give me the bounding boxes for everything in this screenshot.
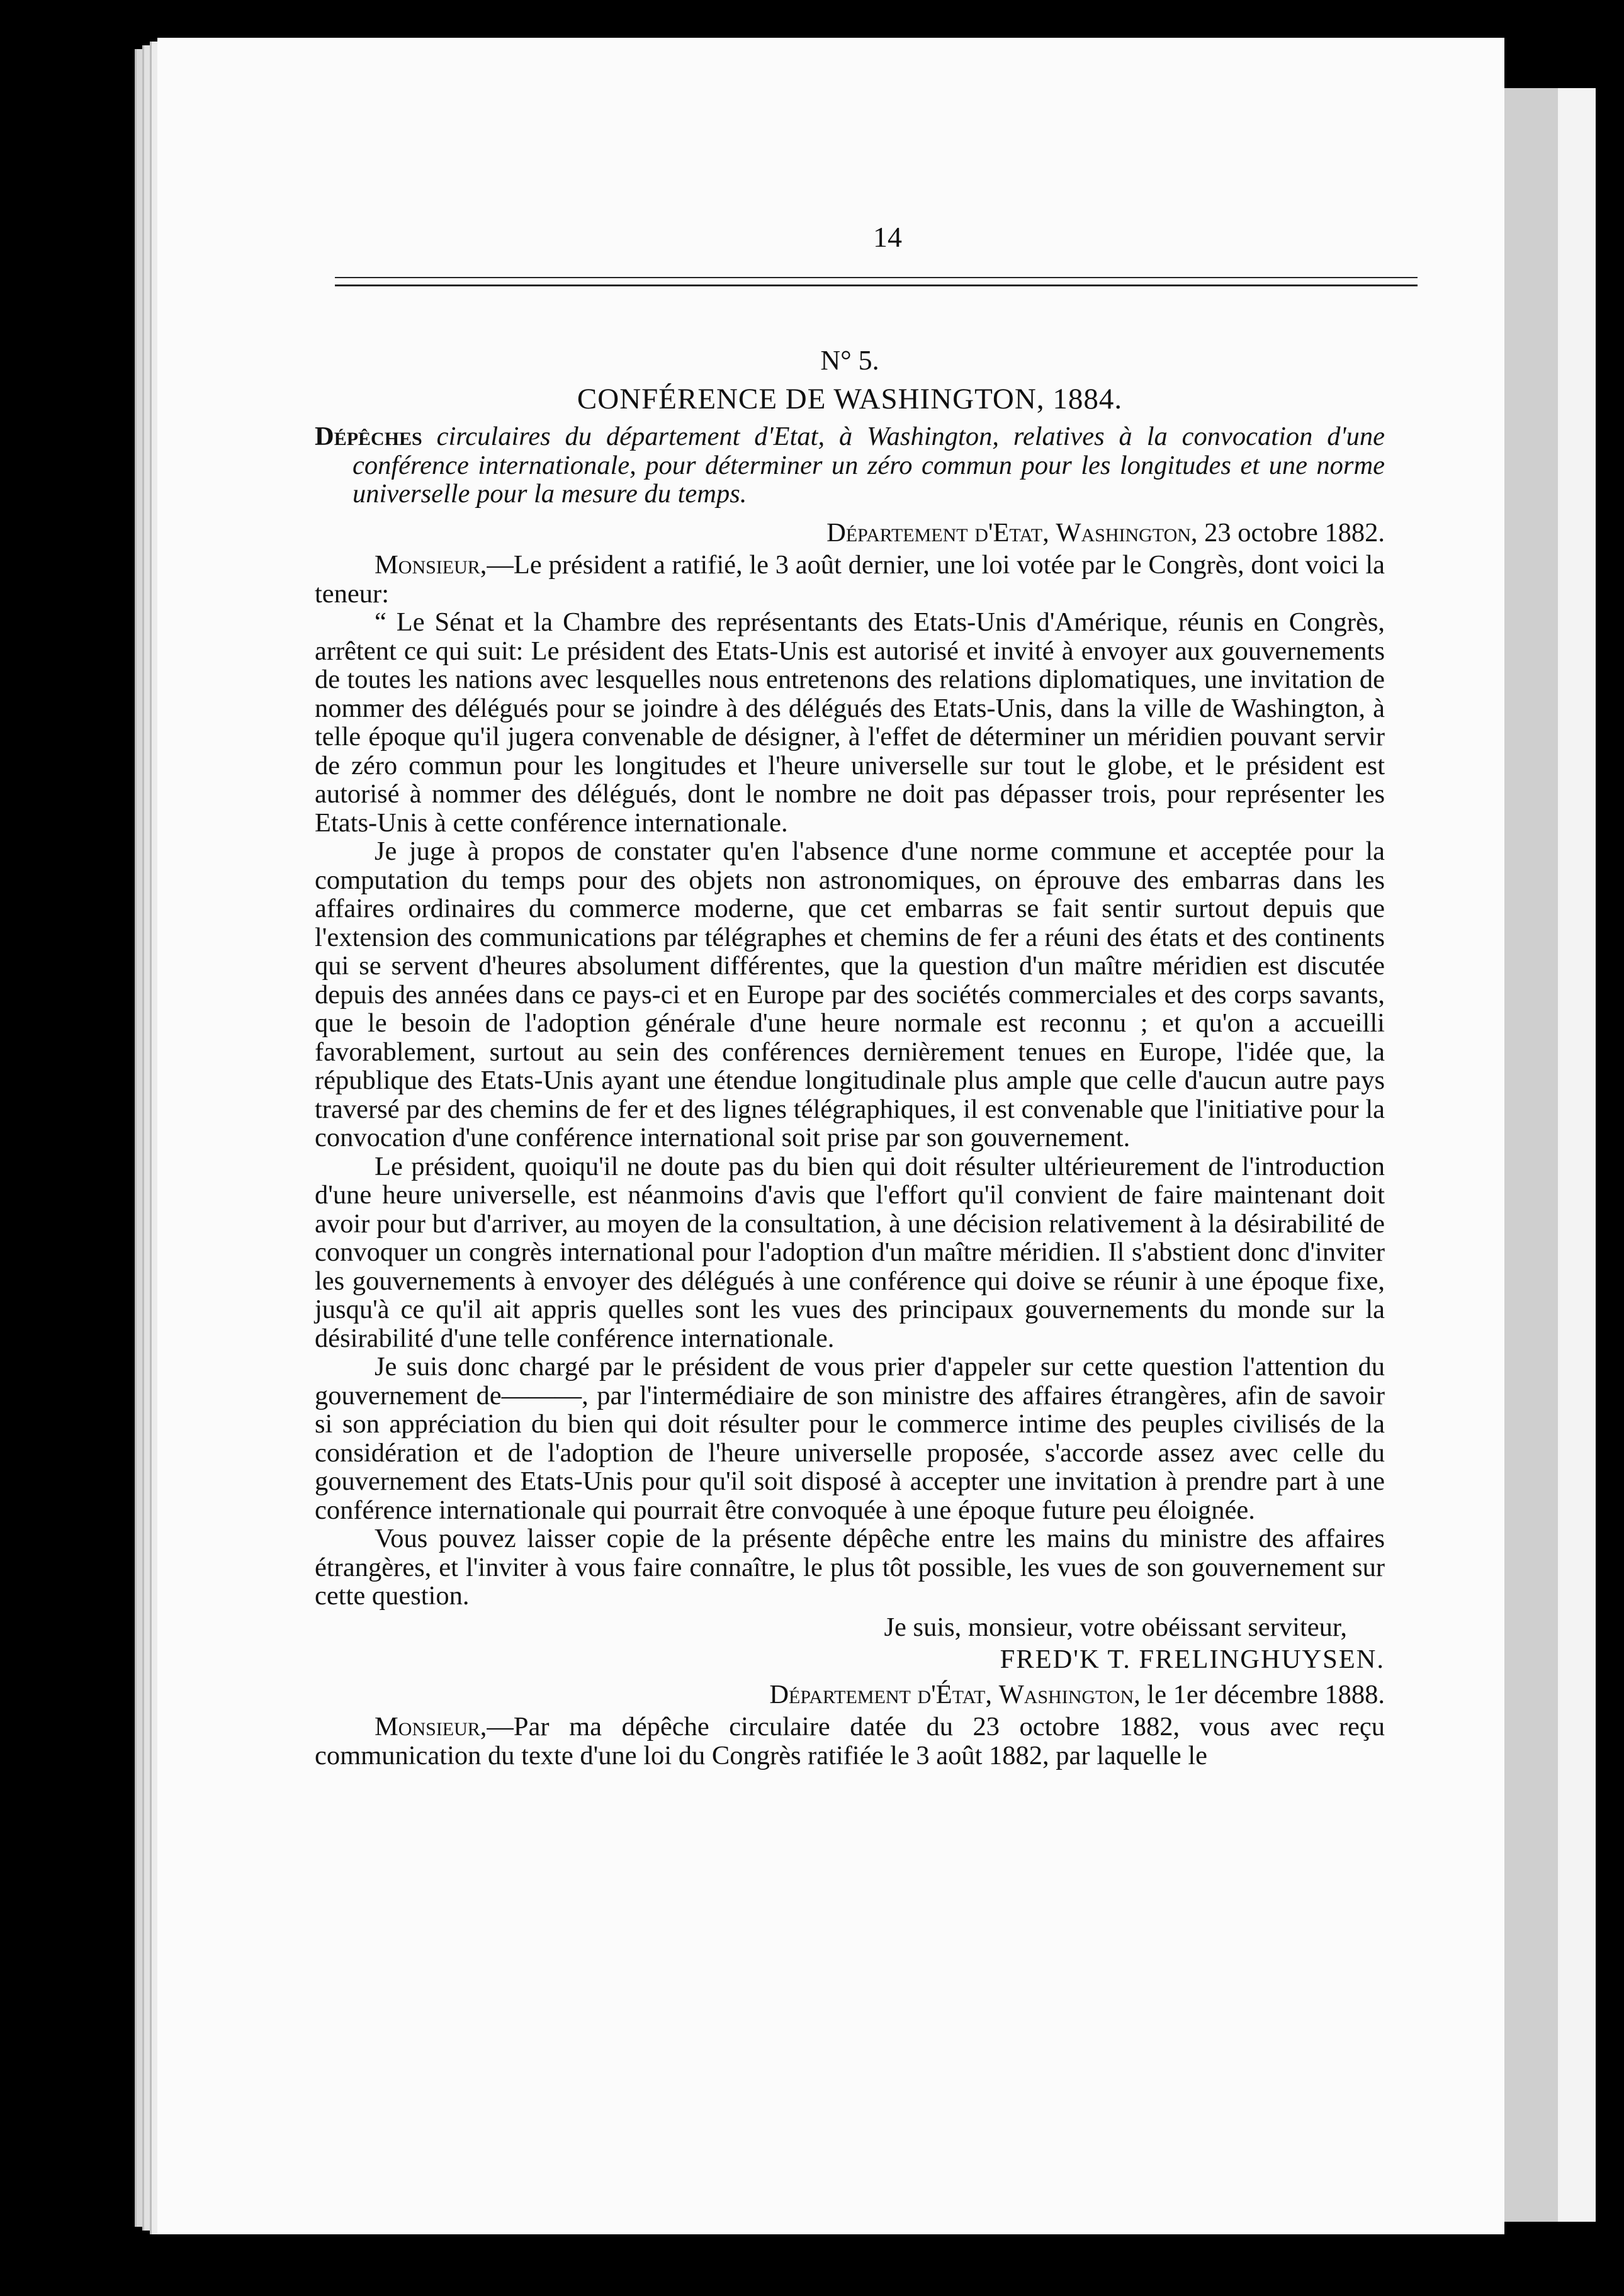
letter1-closing: Je suis, monsieur, votre obéissant serviteur,: [884, 1612, 1347, 1642]
document-page: [157, 38, 1504, 2234]
dateline-department: Département d'État,: [769, 1679, 992, 1709]
dateline-place: Washington,: [998, 1679, 1141, 1709]
page-content: [315, 346, 1385, 1770]
caption-text: circulaires du département d'Etat, à Washington, relatives à la convocation d'une conférence internationale, pour déterminer un zéro commun pour les longitudes et une norme universelle pour la mesure du temps.: [352, 422, 1385, 509]
facing-page: [1558, 88, 1596, 2222]
section-title: CONFÉRENCE DE WASHINGTON, 1884.: [577, 382, 1123, 415]
page-number: 14: [873, 221, 902, 253]
letter1-dateline: [315, 519, 1385, 548]
dateline-date: le 1er décembre 1888.: [1147, 1679, 1385, 1709]
paragraph-text: —Par ma dépêche circulaire datée du 23 octobre 1882, vous avec reçu communication du texte d'une loi du Congrès ratifiée le 3 août 1882, par laquelle le: [315, 1712, 1385, 1770]
letter1-paragraph: [315, 551, 1385, 608]
header-rule: [335, 277, 1418, 278]
dateline-date: 23 octobre 1882.: [1204, 517, 1385, 548]
letter1-paragraph: “ Le Sénat et la Chambre des représentants des Etats-Unis d'Amérique, réunis en Congrès, arrêtent ce qui suit: Le président des Etats-Unis est autorisé et invité à envoyer aux gouvernements de toutes les nations avec lesquelles nous entretenons des relations diplomatiques, une invitation de nommer des délégués pour se joindre à des délégués des Etats-Unis, dans la ville de Washington, à telle époque qu'il jugera convenable de désigner, à l'effet de déterminer un méridien pouvant servir de zéro commun pour les longitudes et l'heure universelle sur tout le globe, et le président est autorisé à nommer des délégués, dont le nombre ne doit pas dépasser trois, pour représenter les Etats-Unis à cette conférence internationale.: [315, 607, 1385, 838]
letter1-signature: FRED'K T. FRELINGHUYSEN.: [1000, 1645, 1385, 1674]
dateline-place: Washington,: [1056, 517, 1198, 548]
paragraph-text: —Le président a ratifié, le 3 août dernier, une loi votée par le Congrès, dont voici la teneur:: [315, 550, 1385, 609]
salutation: Monsieur,: [375, 550, 487, 580]
letter2-paragraph: [315, 1713, 1385, 1770]
letter1-paragraph: Vous pouvez laisser copie de la présente dépêche entre les mains du ministre des affaires étrangères, et l'inviter à vous faire connaître, le plus tôt possible, les vues de son gouvernement sur cette question.: [315, 1524, 1385, 1611]
dateline-department: Département d'Etat,: [826, 517, 1049, 548]
facing-page-edge: [1504, 88, 1558, 2222]
letter1-paragraph: Je suis donc chargé par le président de vous prier d'appeler sur cette question l'attention du gouvernement de———, par l'intermédiaire de son ministre des affaires étrangères, afin de savoir si son appréciation du bien qui doit résulter pour le commerce intime des peuples civilisés de la considération et de l'adoption de l'heure universelle proposée, s'accorde assez avec celle du gouvernement des Etats-Unis pour qu'il soit disposé à accepter une invitation à prendre part à une conférence internationale qui pourrait être convoquée à une époque future peu éloignée.: [315, 1352, 1385, 1525]
caption-lead: Dépêches: [315, 422, 422, 451]
letter1-paragraph: Je juge à propos de constater qu'en l'absence d'une norme commune et acceptée pour la computation du temps pour des objets non astronomiques, on éprouve des embarras dans les affaires ordinaires du commerce moderne, que cet embarras se fait sentir surtout depuis que l'extension des communications par télégraphes et chemins de fer a réuni des états et des continents qui se servent d'heures absolument différentes, que la question d'un maître méridien est discutée depuis des années dans ce pays-ci et en Europe par des sociétés commerciales et des corps savants, que le besoin de l'adoption générale d'une heure normale est reconnu ; et qu'on a accueilli favorablement, surtout au sein des conférences dernièrement tenues en Europe, l'idée que, la république des Etats-Unis ayant une étendue longitudinale plus ample que celle d'aucun autre pays traversé par des chemins de fer et des lignes télégraphiques, il est convenable que l'initiative pour la convocation d'une conférence international soit prise par son gouvernement.: [315, 836, 1385, 1152]
section-number: N° 5.: [820, 345, 879, 376]
section-caption: [315, 422, 1385, 509]
salutation: Monsieur,: [375, 1712, 487, 1742]
letter2-dateline: [315, 1680, 1385, 1709]
letter1-paragraph: Le président, quoiqu'il ne doute pas du bien qui doit résulter ultérieurement de l'introduction d'une heure universelle, est néanmoins d'avis que l'effort qu'il convient de faire maintenant doit avoir pour but d'arriver, au moyen de la consultation, à une décision relativement à la désirabilité de convoquer un congrès international pour l'adoption d'un maître méridien. Il s'abstient donc d'inviter les gouvernements à envoyer des délégués à une conférence qui doive se réunir à une époque fixe, jusqu'à ce qu'il ait appris quelles sont les vues des principaux gouvernements du monde sur la désirabilité d'une telle conférence internationale.: [315, 1151, 1385, 1353]
header-rule: [335, 284, 1418, 286]
